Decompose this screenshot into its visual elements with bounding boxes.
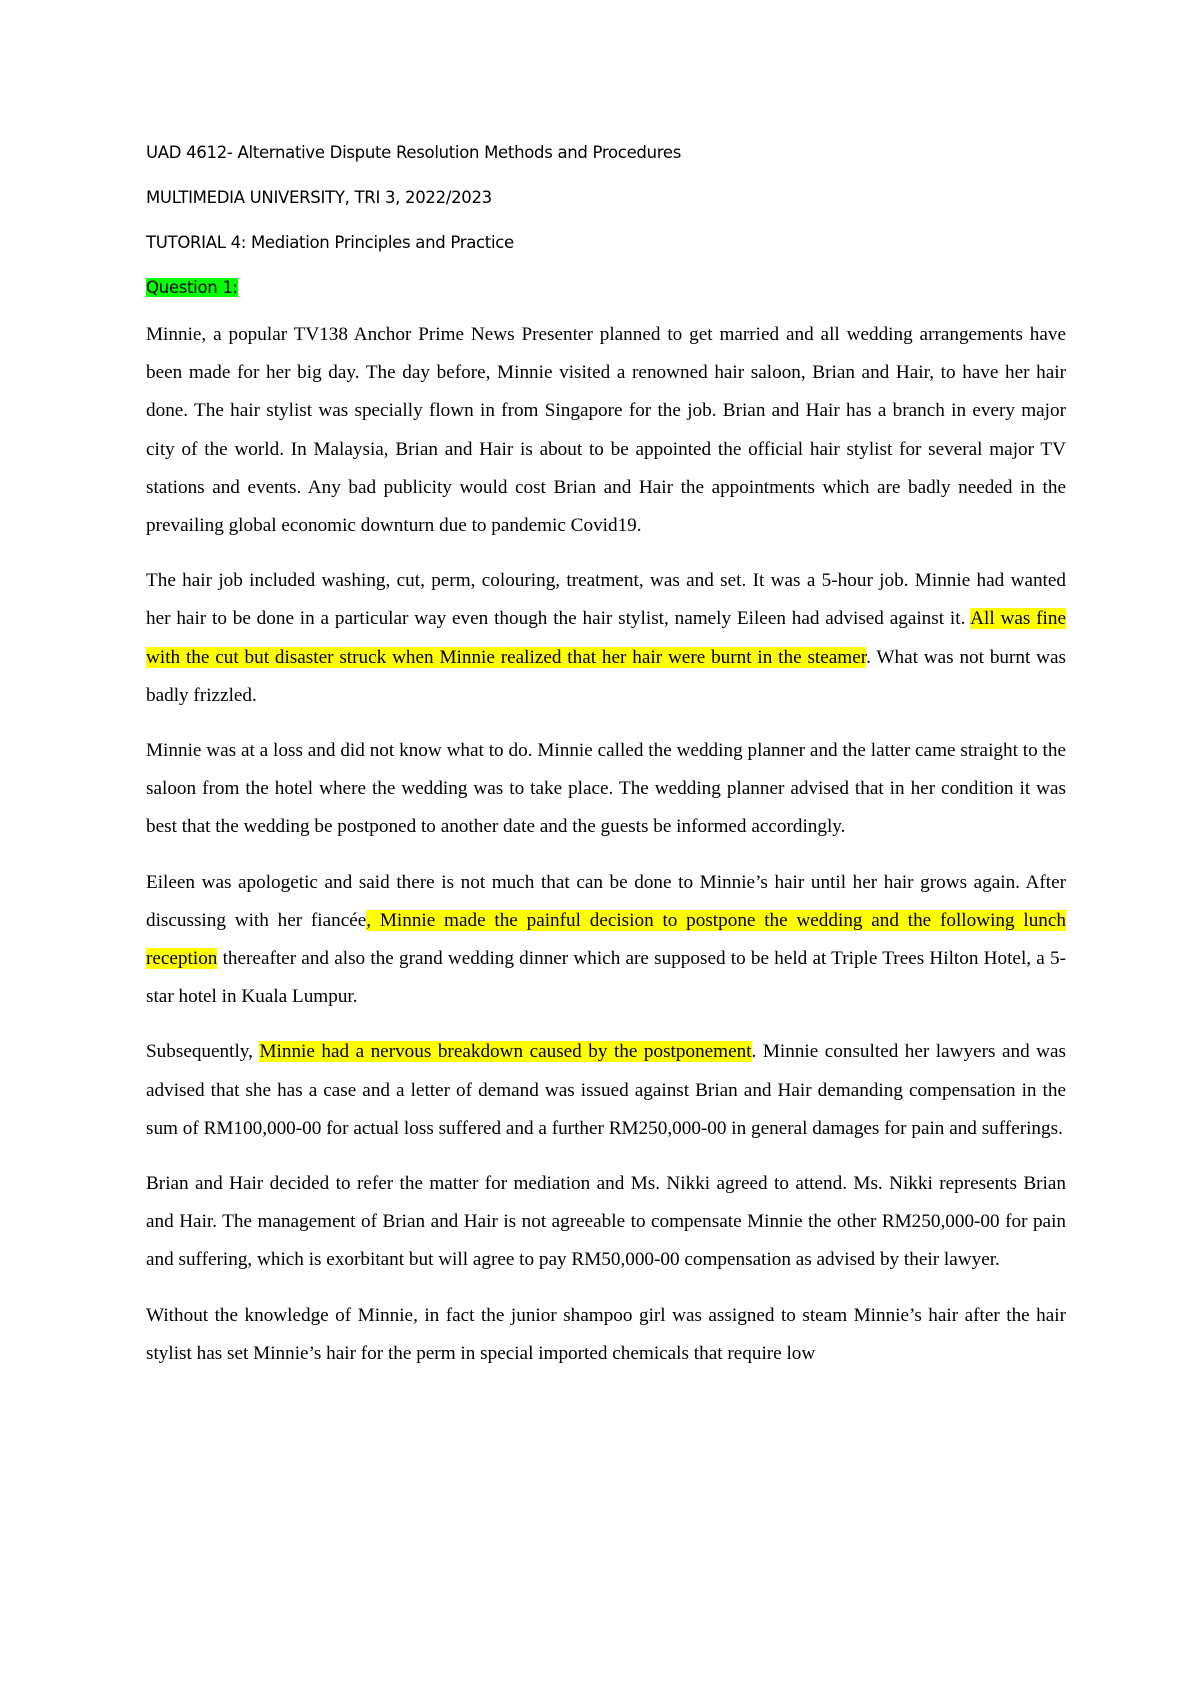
highlighted-text: , Minnie made the painful decision to postpone the wedding and the following lunch reception	[146, 909, 1066, 970]
text-segment: Brian and Hair decided to refer the matter for mediation and Ms. Nikki agreed to attend. Ms. Nikki represents Brian and Hair. The management of Brian and Hair is not agreeable to compensate Minnie the other RM250,000-00 for pain and suffering, which is exorbitant but will agree to pay RM50,000-00 compensation as advised by their lawyer.	[146, 1173, 1066, 1271]
text-segment: . Minnie consulted her lawyers and was advised that she has a case and a letter of demand was issued against Brian and Hair demanding compensation in the sum of RM100,000-00 for actual loss suffered and a further RM250,000-00 in general damages for pain and sufferings.	[146, 1041, 1066, 1139]
paragraph	[146, 562, 1066, 715]
highlighted-text: Minnie had a nervous breakdown caused by the postponement	[259, 1041, 752, 1063]
paragraph	[146, 1165, 1066, 1280]
text-segment: . What was not burnt was badly frizzled.	[146, 646, 1066, 706]
highlighted-text: All was fine with the cut but disaster struck when Minnie realized that her hair were burnt in the steamer	[146, 608, 1066, 668]
paragraph	[146, 1297, 1066, 1373]
text-segment: Subsequently,	[146, 1041, 260, 1063]
text-segment: Eileen was apologetic and said there is not much that can be done to Minnie’s hair until her hair grows again. After discussing with her fiancée	[146, 871, 1066, 931]
text-segment: The hair job included washing, cut, perm, colouring, treatment, was and set. It was a 5-hour job. Minnie had wanted her hair to be done in a particular way even though the hair stylist, namely Eileen had advised against it.	[146, 570, 1066, 630]
text-segment: Without the knowledge of Minnie, in fact the junior shampoo girl was assigned to steam Minnie’s hair after the hair stylist has set Minnie’s hair for the perm in special imported chemicals that require low	[146, 1304, 1066, 1364]
document-body	[146, 142, 1066, 1373]
question-label: Question 1:	[146, 278, 238, 297]
paragraph	[146, 864, 1066, 1017]
paragraph	[146, 1033, 1066, 1148]
text-segment: Minnie was at a loss and did not know what to do. Minnie called the wedding planner and the latter came straight to the saloon from the hotel where the wedding was to take place. The wedding planner advised that in her condition it was best that the wedding be postponed to another date and the guests be informed accordingly.	[146, 740, 1066, 838]
paragraph	[146, 732, 1066, 847]
course-title: UAD 4612- Alternative Dispute Resolution Methods and Procedures	[146, 143, 682, 162]
tutorial-title: TUTORIAL 4: Mediation Principles and Practice	[146, 233, 514, 252]
text-segment: Minnie, a popular TV138 Anchor Prime News Presenter planned to get married and all wedding arrangements have been made for her big day. The day before, Minnie visited a renowned hair saloon, Brian and Hair, to have her hair done. The hair stylist was specially flown in from Singapore for the job. Brian and Hair has a branch in every major city of the world. In Malaysia, Brian and Hair is about to be appointed the official hair stylist for several major TV stations and events. Any bad publicity would cost Brian and Hair the appointments which are badly needed in the prevailing global economic downturn due to pandemic Covid19.	[146, 324, 1066, 537]
question-text	[146, 316, 1066, 1373]
paragraph	[146, 316, 1066, 545]
university-line: MULTIMEDIA UNIVERSITY, TRI 3, 2022/2023	[146, 188, 492, 207]
text-segment: thereafter and also the grand wedding dinner which are supposed to be held at Triple Trees Hilton Hotel, a 5-star hotel in Kuala Lumpur.	[146, 948, 1066, 1008]
question-heading	[146, 277, 1066, 299]
